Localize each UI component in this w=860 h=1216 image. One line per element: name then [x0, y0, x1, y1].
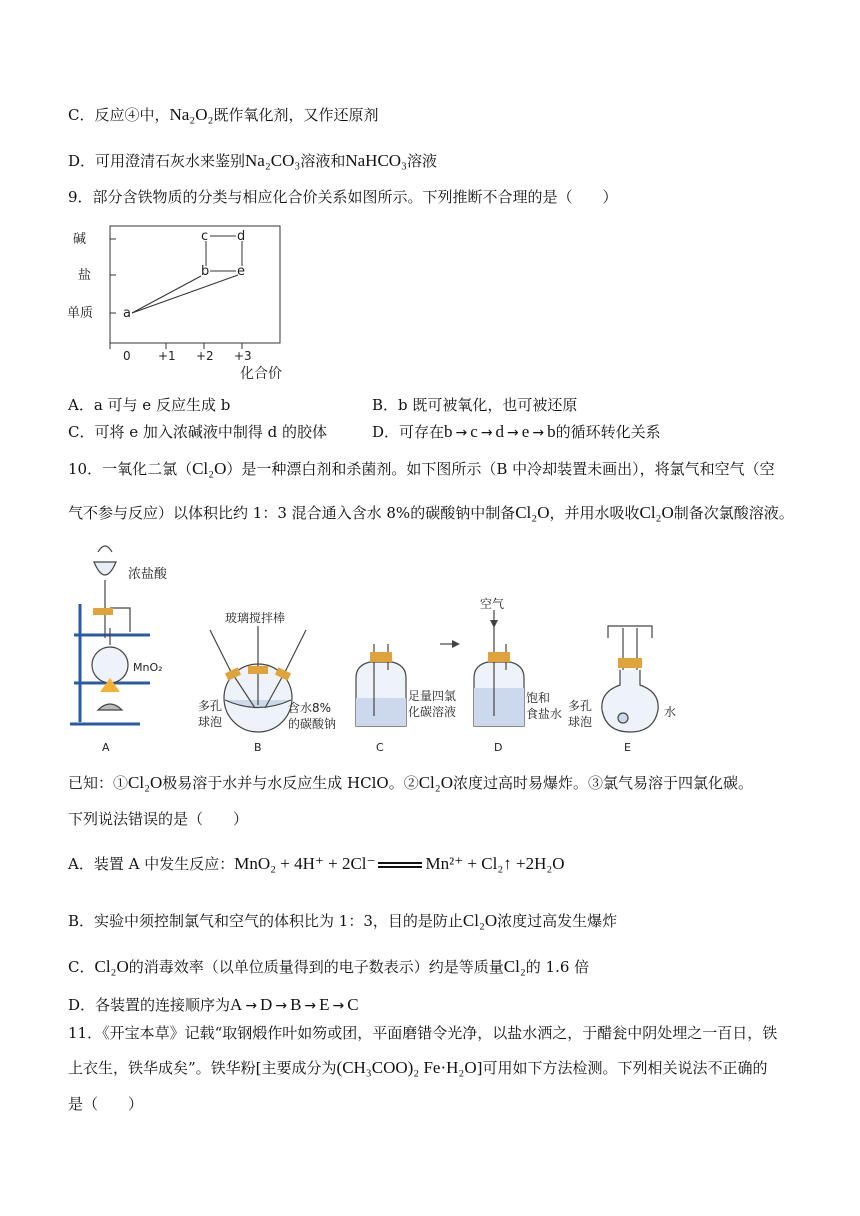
svg-text:含水8%: 含水8% — [288, 701, 332, 715]
point-e: e — [237, 264, 245, 279]
q11-line1: 11．《开宝本草》记载“取钢煅作叶如笏或团，平面磨错令光净，以盐水洒之，于醋瓮中阴处埋之一百日，铁 — [68, 1024, 778, 1042]
q9-option-a: A．a 可与 e 反应生成 b — [68, 396, 231, 414]
q9-option-c: C．可将 e 加入浓碱液中制得 d 的胶体 — [68, 423, 328, 441]
q9-option-b: B．b 既可被氧化，也可被还原 — [372, 396, 578, 414]
svg-text:C: C — [376, 741, 384, 754]
q9-option-d: D．可存在b → c → d → e → b的循环转化关系 — [372, 422, 661, 441]
equals-double-line — [375, 860, 425, 870]
q9-stem: 9．部分含铁物质的分类与相应化合价关系如图所示。下列推断不合理的是（ ） — [68, 188, 618, 206]
q9-valence-chart — [67, 218, 300, 386]
svg-text:球泡: 球泡 — [568, 715, 593, 729]
svg-text:D: D — [494, 741, 503, 754]
q8-option-c: C．反应④中，Na₂O₂既作氧化剂，又作还原剂 — [68, 105, 379, 124]
point-a: a — [123, 306, 131, 321]
point-d: d — [237, 229, 246, 244]
svg-text:球泡: 球泡 — [198, 715, 223, 729]
q10-option-a: A．装置 A 中发生反应：MnO₂ + 4H⁺ + 2Cl⁻ Mn²⁺ + Cl₂↑ +2H₂O — [68, 854, 565, 873]
q10-option-d: D．各装置的连接顺序为A → D → B → E → C — [68, 995, 359, 1014]
q10-ask: 下列说法错误的是（ ） — [68, 810, 249, 828]
q11-line3: 是（ ） — [68, 1095, 144, 1113]
svg-text:玻璃搅拌棒: 玻璃搅拌棒 — [225, 611, 286, 625]
q10-option-b: B．实验中须控制氯气和空气的体积比为 1：3，目的是防止Cl₂O浓度过高发生爆炸 — [68, 911, 618, 930]
y-label-element: 单质 — [67, 306, 94, 321]
svg-text:多孔: 多孔 — [568, 699, 593, 713]
svg-text:MnO₂: MnO₂ — [133, 661, 163, 674]
q10-apparatus-diagram — [60, 540, 700, 758]
svg-text:多孔: 多孔 — [198, 699, 223, 713]
x-tick-0: 0 — [123, 349, 131, 363]
svg-text:空气: 空气 — [480, 597, 505, 611]
svg-text:浓盐酸: 浓盐酸 — [128, 567, 168, 582]
y-label-base: 碱 — [73, 232, 87, 247]
q11-line2: 上衣生，铁华成矣”。铁华粉[主要成分为(CH₃COO)₂ Fe·H₂O]可用如下方法检测。下列相关说法不正确的 — [68, 1058, 768, 1077]
q8-option-d: D．可用澄清石灰水来鉴别Na₂CO₃溶液和NaHCO₃溶液 — [68, 151, 438, 170]
y-label-salt: 盐 — [78, 268, 92, 283]
x-axis-label: 化合价 — [240, 366, 282, 382]
svg-text:饱和: 饱和 — [526, 691, 551, 705]
apparatus-e — [602, 626, 658, 732]
x-tick-2: +2 — [196, 349, 214, 363]
point-b: b — [201, 264, 210, 279]
svg-text:食盐水: 食盐水 — [526, 707, 563, 721]
q10-option-c: C．Cl₂O的消毒效率（以单位质量得到的电子数表示）约是等质量Cl₂的 1.6 倍 — [68, 957, 590, 976]
point-c: c — [201, 229, 209, 244]
x-tick-1: +1 — [158, 349, 176, 363]
svg-text:的碳酸钠: 的碳酸钠 — [288, 717, 337, 731]
x-tick-3: +3 — [234, 349, 252, 363]
q10-stem-line2: 气不参与反应）以体积比约 1：3 混合通入含水 8%的碳酸钠中制备Cl₂O，并用水吸收Cl₂O制备次氯酸溶液。 — [68, 503, 794, 522]
svg-text:A: A — [102, 741, 110, 754]
svg-text:E: E — [624, 741, 631, 754]
q10-known: 已知：①Cl₂O极易溶于水并与水反应生成 HClO。②Cl₂O浓度过高时易爆炸。③氯气易溶于四氯化碳。 — [68, 773, 753, 792]
svg-text:足量四氯: 足量四氯 — [408, 689, 457, 703]
svg-text:化碳溶液: 化碳溶液 — [408, 705, 457, 719]
q10-stem-line1: 10．一氧化二氯（Cl₂O）是一种漂白剂和杀菌剂。如下图所示（B 中冷却装置未画出），将氯气和空气（空 — [68, 459, 775, 478]
svg-text:水: 水 — [664, 705, 677, 719]
svg-text:B: B — [254, 741, 262, 754]
